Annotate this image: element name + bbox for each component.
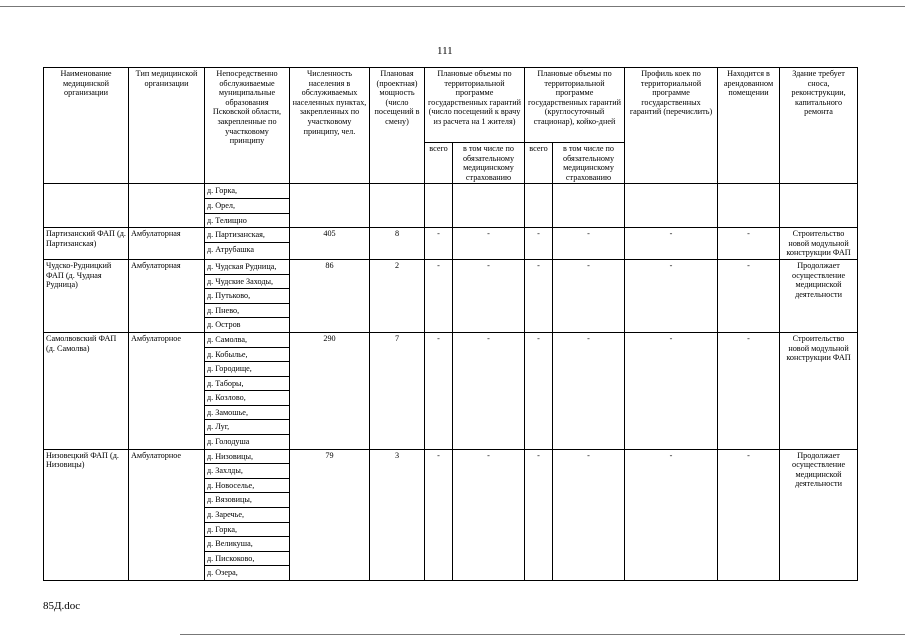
village-item: д. Озера, xyxy=(207,568,238,578)
header-outpatient-volume: Плановые объемы по территориальной программе государственных гарантий (число посещений к врачу из расчета на 1 жителя) xyxy=(425,68,525,143)
village-item: д. Чудская Рудница, xyxy=(205,260,289,275)
village-item: д. Вязовицы, xyxy=(205,493,289,508)
header-profile: Профиль коек по территориальной программе государственных гарантий (перечислить) xyxy=(625,68,718,184)
capacity-value: 2 xyxy=(370,259,425,332)
building-status: Продолжает осуществление медицинской деятельности xyxy=(780,449,858,580)
ip-oms-value: - xyxy=(553,332,625,449)
capacity-value: 8 xyxy=(370,228,425,260)
village-item: д. Пнево, xyxy=(205,304,289,319)
building-status: Строительство новой модульной конструкции ФАП xyxy=(780,228,858,260)
building-status: Продолжает осуществление медицинской деятельности xyxy=(780,259,858,332)
op-total-value: - xyxy=(425,449,453,580)
village-item: д. Телищно xyxy=(207,215,247,225)
org-name: Партизанский ФАП (д. Партизанская) xyxy=(44,228,129,260)
page-number: 111 xyxy=(437,45,453,57)
village-item: д. Городище, xyxy=(205,362,289,377)
op-total-value: - xyxy=(425,332,453,449)
village-item: д. Низовицы, xyxy=(205,450,289,465)
village-item: д. Атрубашка xyxy=(207,244,255,254)
population-value: 86 xyxy=(290,259,370,332)
header-capacity: Плановая (проектная) мощность (число посещений в смену) xyxy=(370,68,425,184)
population-value: 405 xyxy=(290,228,370,260)
served-villages xyxy=(205,259,290,332)
header-op-total: всего xyxy=(425,143,453,184)
profile-value: - xyxy=(625,449,718,580)
org-type: Амбулаторное xyxy=(129,332,205,449)
header-building: Здание требует сноса, реконструкции, капитального ремонта xyxy=(780,68,858,184)
table-row xyxy=(44,449,858,580)
org-name: Чудско-Рудницкий ФАП (д. Чудная Рудница) xyxy=(44,259,129,332)
ip-total-value: - xyxy=(525,332,553,449)
village-item: д. Козлово, xyxy=(205,391,289,406)
village-item: д. Таборы, xyxy=(205,377,289,392)
header-ip-total: всего xyxy=(525,143,553,184)
served-villages xyxy=(205,332,290,449)
ip-total-value: - xyxy=(525,259,553,332)
village-item: д. Остров xyxy=(207,320,241,330)
org-type: Амбулаторное xyxy=(129,449,205,580)
village-item: д. Чудские Заходы, xyxy=(205,275,289,290)
building-status: Строительство новой модульной конструкции ФАП xyxy=(780,332,858,449)
profile-value: - xyxy=(625,228,718,260)
op-total-value: - xyxy=(425,228,453,260)
org-type: Амбулаторная xyxy=(129,228,205,260)
served-villages xyxy=(205,228,290,260)
capacity-value: 7 xyxy=(370,332,425,449)
village-item: д. Горка, xyxy=(205,523,289,538)
header-type: Тип медицинской организации xyxy=(129,68,205,184)
village-item: д. Пискоково, xyxy=(205,552,289,567)
village-item: д. Самолва, xyxy=(205,333,289,348)
ip-oms-value: - xyxy=(553,449,625,580)
table-row xyxy=(44,332,858,449)
header-op-oms: в том числе по обязательному медицинскому страхованию xyxy=(453,143,525,184)
header-population: Численность населения в обслуживаемых населенных пунктах, закрепленных по участковому принципу, чел. xyxy=(290,68,370,184)
scan-edge-bottom xyxy=(180,634,905,635)
village-item: д. Орел, xyxy=(205,199,289,214)
village-item: д. Путьково, xyxy=(205,289,289,304)
op-total-value: - xyxy=(425,259,453,332)
continuation-row xyxy=(44,184,858,228)
rented-value: - xyxy=(718,228,780,260)
scan-edge-top xyxy=(0,6,905,7)
ip-total-value: - xyxy=(525,449,553,580)
header-served: Непосредственно обслуживаемые муниципальные образования Псковской области, закрепленные по участковому принципу xyxy=(205,68,290,184)
header-row-1 xyxy=(44,68,858,143)
population-value: 79 xyxy=(290,449,370,580)
village-item: д. Заречье, xyxy=(205,508,289,523)
rented-value: - xyxy=(718,449,780,580)
ip-total-value: - xyxy=(525,228,553,260)
op-oms-value: - xyxy=(453,449,525,580)
served-villages xyxy=(205,449,290,580)
population-value: 290 xyxy=(290,332,370,449)
village-item: д. Захлды, xyxy=(205,464,289,479)
org-name: Низовецкий ФАП (д. Низовицы) xyxy=(44,449,129,580)
village-item: д. Луг, xyxy=(205,420,289,435)
header-name: Наименование медицинской организации xyxy=(44,68,129,184)
org-name: Самолвовский ФАП (д. Самолва) xyxy=(44,332,129,449)
village-item: д. Замошье, xyxy=(205,406,289,421)
profile-value: - xyxy=(625,259,718,332)
village-item: д. Кобылье, xyxy=(205,348,289,363)
village-item: д. Новоселье, xyxy=(205,479,289,494)
capacity-value: 3 xyxy=(370,449,425,580)
footer-filename: 85Д.doc xyxy=(43,600,81,612)
village-item: д. Голодуша xyxy=(207,437,250,447)
table-row xyxy=(44,259,858,332)
table-row xyxy=(44,228,858,260)
op-oms-value: - xyxy=(453,259,525,332)
ip-oms-value: - xyxy=(553,228,625,260)
op-oms-value: - xyxy=(453,228,525,260)
op-oms-value: - xyxy=(453,332,525,449)
header-ip-oms: в том числе по обязательному медицинскому страхованию xyxy=(553,143,625,184)
village-item: д. Партизанская, xyxy=(205,228,289,243)
header-inpatient-volume: Плановые объемы по территориальной программе государственных гарантий (круглосуточный стационар), койко-дней xyxy=(525,68,625,143)
rented-value: - xyxy=(718,332,780,449)
org-type: Амбулаторная xyxy=(129,259,205,332)
facilities-table xyxy=(43,67,858,581)
village-item: д. Горка, xyxy=(205,184,289,199)
rented-value: - xyxy=(718,259,780,332)
profile-value: - xyxy=(625,332,718,449)
village-item: д. Великуша, xyxy=(205,537,289,552)
ip-oms-value: - xyxy=(553,259,625,332)
continuation-villages xyxy=(205,184,290,228)
header-rented: Находится в арендованном помещении xyxy=(718,68,780,184)
table-body xyxy=(44,228,858,581)
